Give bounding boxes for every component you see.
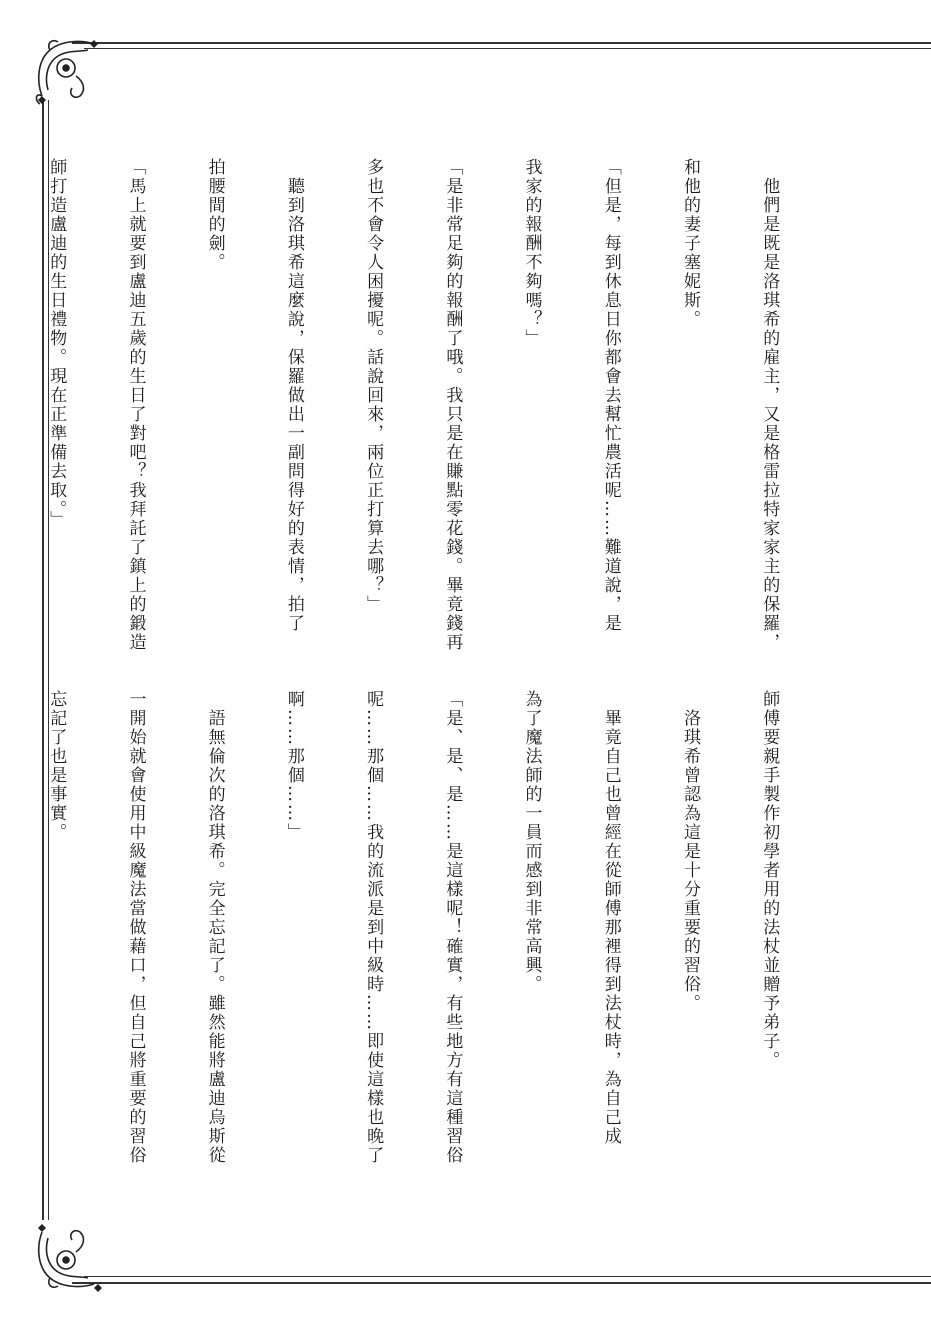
text-column: 我家的報酬不夠嗎？」 bbox=[521, 158, 542, 348]
frame-top-border bbox=[72, 42, 931, 44]
text-column: 「但是，每到休息日你都會去幫忙農活呢……難道說，是 bbox=[600, 158, 621, 633]
text-column: 「是非常足夠的報酬了哦。我只是在賺點零花錢。畢竟錢再 bbox=[442, 158, 463, 652]
text-column: 啊……那個……」 bbox=[283, 690, 304, 842]
corner-ornament-top-left bbox=[28, 30, 108, 110]
text-column: 聽到洛琪希這麼說，保羅做出一副問得好的表情，拍了 bbox=[283, 158, 304, 633]
text-column: 和他的妻子塞妮斯。 bbox=[679, 158, 700, 329]
text-column: 他們是既是洛琪希的雇主，又是格雷拉特家家主的保羅， bbox=[759, 158, 780, 652]
text-column: 洛琪希曾認為這是十分重要的習俗。 bbox=[679, 690, 700, 1013]
text-column: 師打造盧迪的生日禮物。現在正準備去取。」 bbox=[46, 158, 67, 530]
frame-bottom-border-inner bbox=[84, 1276, 931, 1277]
text-column: 拍腰間的劍。 bbox=[204, 158, 225, 272]
lower-text-block bbox=[0, 690, 835, 1165]
text-column: 畢竟自己也曾經在從師傅那裡得到法杖時，為自己成 bbox=[600, 690, 621, 1146]
text-column: 多也不會令人困擾呢。話說回來，兩位正打算去哪？」 bbox=[363, 158, 384, 614]
text-column: 忘記了也是事實。 bbox=[46, 690, 67, 842]
frame-bottom-border bbox=[72, 1282, 931, 1284]
text-column: 師傅要親手製作初學者用的法杖並贈予弟子。 bbox=[759, 690, 780, 1070]
upper-text-block bbox=[0, 158, 835, 652]
text-column: 為了魔法師的一員而感到非常高興。 bbox=[521, 690, 542, 994]
text-column: 「馬上就要到盧迪五歲的生日了對吧？我拜託了鎮上的鍛造 bbox=[125, 158, 146, 652]
frame-top-border-inner bbox=[84, 48, 931, 49]
text-column: 呢……那個……我的流派是到中級時……即使這樣也晚了 bbox=[363, 690, 384, 1165]
text-column: 「是、是、是……是這樣呢！確實，有些地方有這種習俗 bbox=[442, 690, 463, 1165]
text-column: 一開始就會使用中級魔法當做藉口，但自己將重要的習俗 bbox=[125, 690, 146, 1165]
corner-ornament-bottom-left bbox=[28, 1218, 108, 1298]
text-column: 語無倫次的洛琪希。完全忘記了。雖然能將盧迪烏斯從 bbox=[204, 690, 225, 1165]
